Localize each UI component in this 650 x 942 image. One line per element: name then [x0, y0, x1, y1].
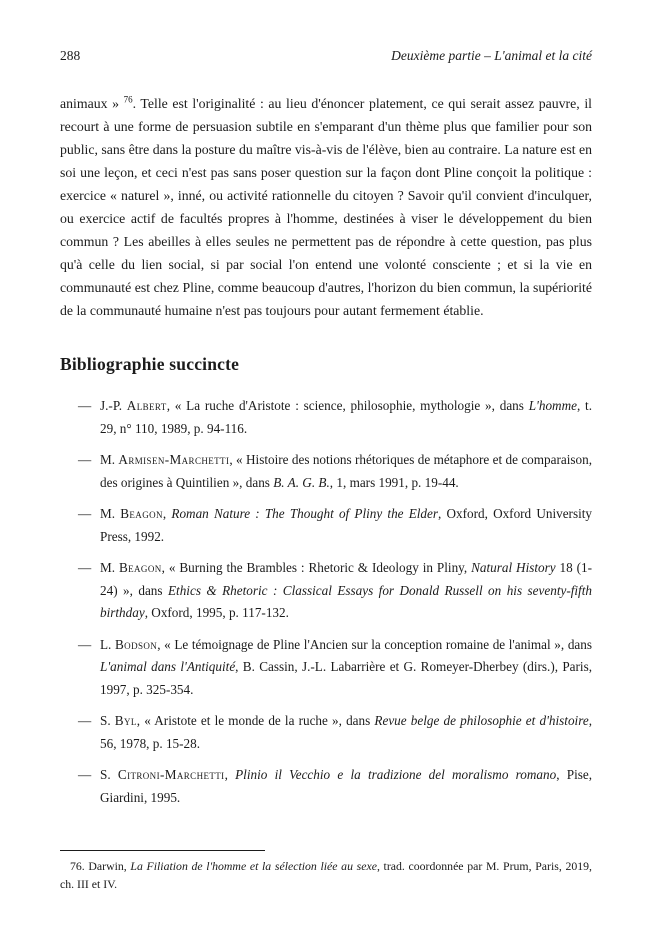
- footnote-area: [60, 850, 592, 893]
- text-segment: L.: [100, 636, 115, 652]
- text-segment: , Oxford, 1995, p. 117-132.: [144, 605, 289, 620]
- entry-text: [100, 452, 592, 490]
- running-header: [60, 0, 592, 64]
- entry-dash-icon: —: [78, 398, 92, 413]
- text-segment: , « Burning the Brambles : Rhetoric & Ideology in Pliny,: [161, 560, 472, 575]
- entry-dash-icon: —: [78, 636, 92, 652]
- text-segment: J.-P.: [100, 398, 127, 413]
- section-title: Bibliographie succincte: [60, 354, 240, 374]
- text-segment: L'animal dans l'Antiquité: [100, 659, 236, 674]
- entry-dash-icon: —: [78, 713, 92, 728]
- bibliography-entry: [60, 557, 592, 625]
- footnote-rule: [60, 850, 265, 851]
- text-segment: Revue belge de philosophie et d'histoire: [374, 713, 589, 728]
- text-segment: Ethics & Rhetoric : Classical Essays for Donald Russell on his seventy-fifth birthday: [100, 582, 592, 620]
- text-segment: , 56, 1978, p. 15-28.: [100, 713, 592, 751]
- text-segment: Beagon: [118, 560, 162, 575]
- text-segment: La Filiation de l'homme et la sélection liée au sexe: [130, 859, 377, 873]
- text-segment: , « Aristote et le monde de la ruche », dans: [136, 713, 375, 728]
- entry-text: [100, 506, 592, 544]
- text-segment: . Telle est l'originalité : au lieu d'énoncer platement, ce qui serait assez pauvre, il recourt à une forme de persuasion subtile en s'emparant d'un thème plus que familier pour son public, sans être dans la posture du maître vis-à-vis de l'élève, bien au contraire. La nature est en soi une leçon, et ceci n'est pas sans poser question sur la façon dont Pline conçoit la politique : exercice « naturel », inné, ou activité rationnelle du citoyen ? Savoir qu'il convient d'inculquer, ou exercice actif de facultés propres à l'homme, destinées à viser le développement du bien commun ? Les abeilles à elles seules ne permettent pas de répondre à cette question, pas plus qu'à celle du lien social, si par social l'on entend une volonté consciente ; et si la vie en communauté est chez Pline, comme beaucoup d'autres, l'horizon du bien commun, la supériorité de la communauté humaine n'est pas toujours pour autant fermement établie.: [60, 96, 592, 318]
- text-segment: Citroni-Marchetti: [117, 767, 225, 782]
- entry-text: [100, 398, 592, 436]
- text-segment: , Oxford, Oxford University Press, 1992.: [100, 506, 593, 544]
- text-segment: Armisen-Marchetti: [118, 452, 230, 467]
- text-segment: Byl: [114, 713, 137, 728]
- text-segment: , Pise, Giardini, 1995.: [100, 767, 593, 805]
- body-paragraph: [60, 92, 592, 322]
- text-segment: M.: [100, 560, 119, 575]
- text-segment: , 1, mars 1991, p. 19-44.: [329, 474, 459, 490]
- text-segment: Natural History: [471, 560, 556, 575]
- text-segment: , « Histoire des notions rhétoriques de métaphore et de comparaison, des origines à Quintilien », dans: [100, 452, 592, 490]
- text-segment: Albert: [126, 398, 167, 413]
- text-segment: M.: [100, 506, 121, 521]
- page-number: 288: [60, 48, 81, 63]
- text-segment: Roman Nature : The Thought of Pliny the Elder: [171, 506, 439, 521]
- bibliography-list: [60, 395, 592, 809]
- text-segment: ,: [162, 506, 172, 521]
- text-segment: L'homme: [528, 398, 577, 413]
- entry-text: [100, 713, 592, 751]
- entry-dash-icon: —: [78, 560, 92, 575]
- text-segment: S.: [100, 713, 115, 728]
- text-segment: Plinio il Vecchio e la tradizione del moralismo romano: [235, 767, 557, 782]
- text-segment: 76. Darwin,: [70, 859, 131, 873]
- bibliography-entry: [60, 449, 592, 494]
- bibliography-entry: [60, 764, 592, 809]
- entry-dash-icon: —: [78, 452, 92, 467]
- entry-text: [100, 560, 592, 620]
- text-segment: S.: [100, 767, 118, 782]
- running-title: Deuxième partie – L'animal et la cité: [391, 48, 592, 63]
- text-segment: , « La ruche d'Aristote : science, philosophie, mythologie », dans: [166, 398, 529, 413]
- bibliography-entry: [60, 634, 592, 702]
- bibliography-entry: [60, 710, 592, 755]
- text-segment: Bodson: [114, 636, 158, 652]
- text-segment: B. A. G. B.: [273, 474, 330, 490]
- bibliography-entry: [60, 503, 592, 548]
- bibliography-entry: [60, 395, 592, 440]
- text-segment: Beagon: [120, 506, 163, 521]
- entry-text: [100, 767, 592, 805]
- text-segment: animaux »: [60, 96, 124, 111]
- page-content: [60, 0, 592, 818]
- text-segment: , B. Cassin, J.-L. Labarrière et G. Romeyer-Dherbey (dirs.), Paris, 1997, p. 325-354.: [100, 659, 593, 697]
- text-segment: 18 (1-24) », dans: [100, 560, 592, 598]
- text-segment: 76: [123, 94, 133, 105]
- footnote: [60, 857, 592, 893]
- text-segment: , t. 29, n° 110, 1989, p. 94-116.: [100, 398, 593, 436]
- entry-dash-icon: —: [78, 506, 92, 521]
- text-segment: M.: [100, 452, 119, 467]
- entry-text: [100, 637, 592, 697]
- entry-dash-icon: —: [78, 767, 92, 782]
- text-segment: , trad. coordonnée par M. Prum, Paris, 2019, ch. III et IV.: [60, 859, 592, 891]
- text-segment: , « Le témoignage de Pline l'Ancien sur la conception romaine de l'animal », dans: [157, 636, 592, 652]
- text-segment: ,: [224, 767, 236, 782]
